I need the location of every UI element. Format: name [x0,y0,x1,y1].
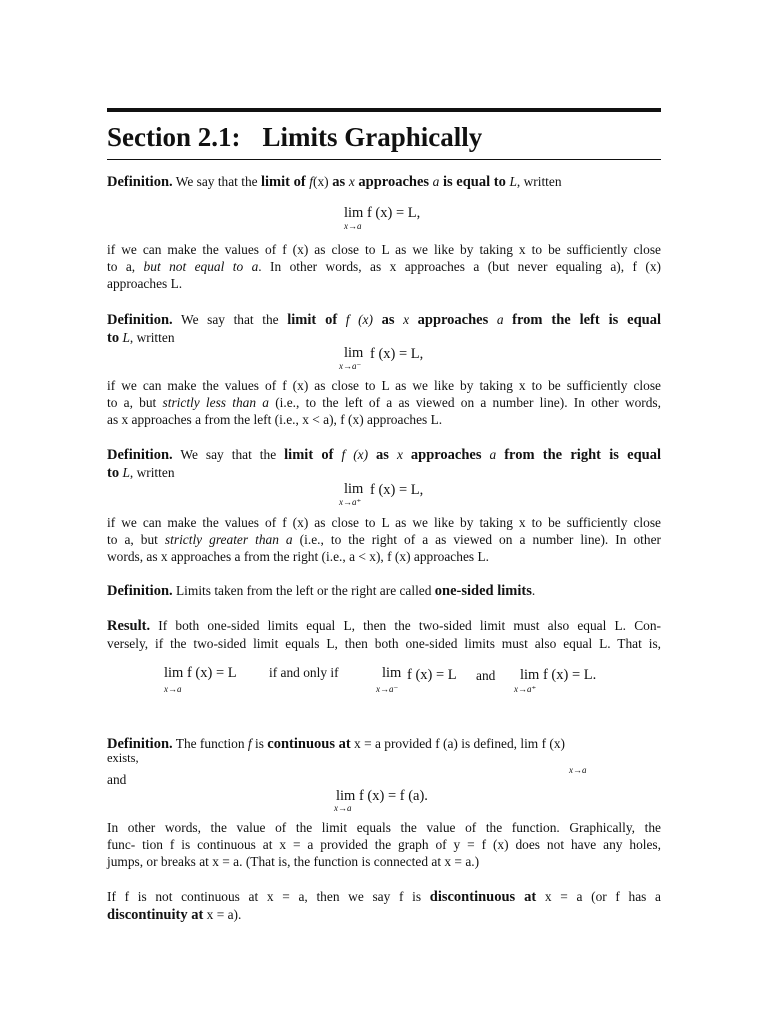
continuous-and: and [107,772,127,787]
definition-continuous: Definition. The function f is continuous at x = a provided f (a) is defined, lim f (x) [107,736,565,752]
equation-right-limit-subscript: x→a⁺ [339,497,362,507]
result-two-sided-limit: lim f (x) = L [164,665,237,681]
continuous-lim-subscript: x→a [569,765,587,775]
definition-limit: Definition. We say that the limit of f(x) as x approaches a is equal to L, written [107,174,562,190]
result-iff-text: if and only if [269,665,339,680]
definition-right-limit: Definition. We say that the limit of f (x) as x approaches a from the right is equal to L, written [107,447,662,481]
continuous-exists: exists, [107,751,139,765]
discontinuity-paragraph: If f is not continuous at x = a, then we say f is discontinuous at x = a (or f has a discontinuity at x = a). [107,889,661,923]
equation-limit-subscript: x→a [344,221,362,231]
equation-continuity-subscript: x→a [334,803,352,813]
heading-rule [107,159,661,160]
result-two-sided-subscript: x→a [164,684,182,694]
equation-continuity: lim f (x) = f (a). [336,788,428,804]
section-heading [107,122,482,153]
result-and-text: and [476,668,496,683]
equation-right-limit: f (x) = L, [370,482,424,498]
result-left-limit: f (x) = L [407,667,457,683]
definition-left-limit: Definition. We say that the limit of f (x) as x approaches a from the left is equal to L, written [107,312,661,346]
equation-left-limit: f (x) = L, [370,346,424,362]
result-left-lim: lim [382,665,402,681]
result-right-subscript: x→a⁺ [514,684,537,694]
equation-left-limit-subscript: x→a⁻ [339,361,362,371]
result-left-subscript: x→a⁻ [376,684,399,694]
definition-left-limit-body: if we can make the values of f (x) as close to L as we like by taking x to be sufficiently close to a, but strictly less than a (i.e., to the left of a as viewed on a number line). In other words, as x approaches a from the left (i.e., x < a), f (x) approaches L. [107,378,661,427]
section-title: Limits Graphically [262,122,483,152]
equation-left-limit-lim: lim [344,345,364,361]
continuous-explanation: In other words, the value of the limit equals the value of the function. Graphically, the func- tion f is continuous at x = a provided the graph of y = f (x) does not have any holes, jumps, or breaks at x = a. (That is, the function is connected at x = a.) [107,820,661,869]
section-number: Section 2.1: [107,122,241,152]
equation-right-limit-lim: lim [344,481,364,497]
definition-one-sided: Definition. Limits taken from the left or the right are called one-sided limits. [107,583,536,599]
definition-right-limit-body: if we can make the values of f (x) as close to L as we like by taking x to be sufficiently close to a, but strictly greater than a (i.e., to the right of a as viewed on a number line). In other words, as x approaches a from the right (i.e., a < x), f (x) approaches L. [107,515,662,564]
top-rule [107,108,661,112]
result-paragraph: Result. If both one-sided limits equal L, then the two-sided limit must also equal L. Con- versely, if the two-sided limit equals L, then both one-sided limits must also equal L. That is, [107,618,661,651]
result-right-limit: lim f (x) = L. [520,667,597,683]
equation-limit: lim f (x) = L, [344,205,421,221]
definition-limit-body: if we can make the values of f (x) as close to L as we like by taking x to be sufficiently close to a, but not equal to a. In other words, as x approaches a (but never equaling a), f (x) approaches L. [107,242,661,291]
